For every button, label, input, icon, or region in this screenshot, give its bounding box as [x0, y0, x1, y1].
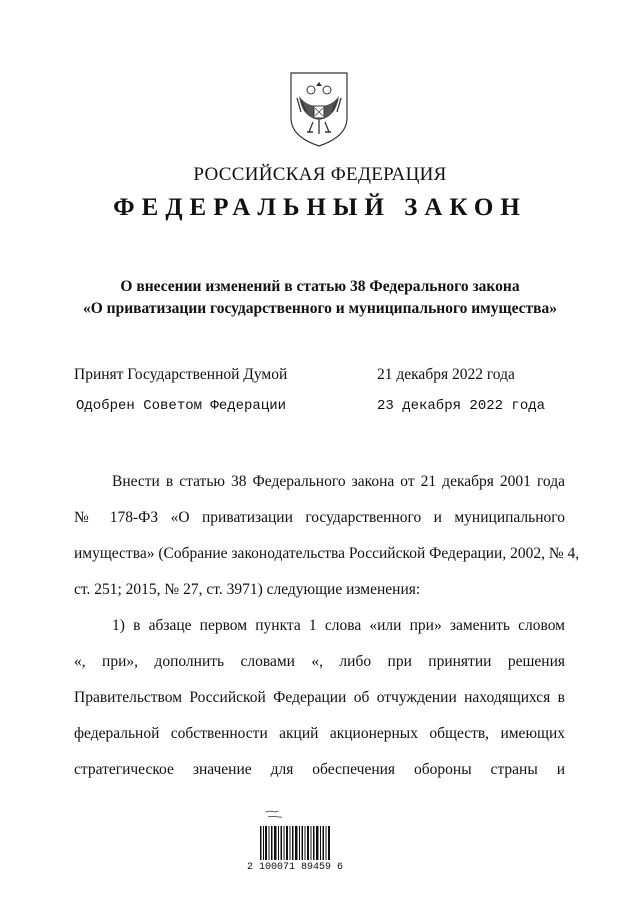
barcode-number: 2 100071 89459 6 — [246, 862, 343, 873]
law-title-line-2: «О приватизации государственного и муниципального имущества» — [82, 300, 558, 317]
body-line: «, при», дополнить словами «, либо при принятии решения — [74, 653, 565, 670]
council-approval-date: 23 декабря 2022 года — [377, 398, 546, 414]
body-line: Правительством Российской Федерации об отчуждении находящихся в — [74, 689, 565, 706]
body-line: федеральной собственности акций акционерных обществ, имеющих — [74, 725, 565, 742]
council-approval-label: Одобрен Советом Федерации — [76, 398, 287, 414]
body-line: 1) в абзаце первом пункта 1 слова «или при» заменить словом — [112, 617, 565, 634]
duma-adoption-date: 21 декабря 2022 года — [377, 366, 515, 383]
body-line: стратегическое значение для обеспечения обороны страны и — [74, 761, 565, 778]
body-line: Внести в статью 38 Федерального закона от 21 декабря 2001 года — [112, 473, 565, 490]
law-title-line-1: О внесении изменений в статью 38 Федерального закона — [120, 278, 520, 295]
body-line: имущества» (Собрание законодательства Российской Федерации, 2002, № 4, — [74, 545, 580, 562]
russian-coat-of-arms-icon — [287, 70, 351, 148]
body-line: ст. 251; 2015, № 27, ст. 3971) следующие изменения: — [74, 581, 421, 598]
barcode-icon — [258, 808, 332, 868]
law-title — [0, 276, 640, 320]
country-name: РОССИЙСКАЯ ФЕДЕРАЦИЯ — [193, 164, 447, 185]
body-line: № 178-ФЗ «О приватизации государственного и муниципального — [74, 509, 565, 526]
document-type: ФЕДЕРАЛЬНЫЙ ЗАКОН — [113, 194, 527, 221]
duma-adoption-label: Принят Государственной Думой — [74, 366, 288, 383]
